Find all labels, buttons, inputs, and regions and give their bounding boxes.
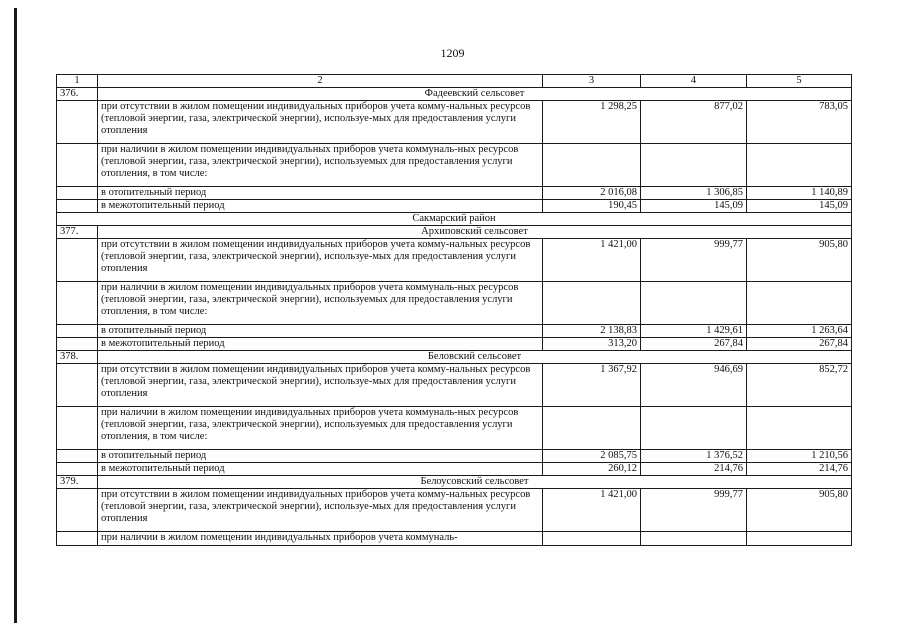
table-row [57, 282, 852, 325]
empty-cell [747, 282, 852, 325]
table-row [57, 463, 852, 476]
district-row [57, 213, 852, 226]
value-col3: 260,12 [543, 463, 641, 476]
settlement-row [57, 351, 852, 364]
value-col4: 145,09 [641, 200, 747, 213]
empty-cell [57, 144, 98, 187]
table-row [57, 101, 852, 144]
value-col4: 999,77 [641, 489, 747, 532]
value-col3: 1 421,00 [543, 239, 641, 282]
value-col3: 2 085,75 [543, 450, 641, 463]
row-number: 379. [57, 476, 98, 489]
value-col4: 877,02 [641, 101, 747, 144]
empty-cell [57, 101, 98, 144]
column-header: 2 [98, 75, 543, 88]
empty-cell [641, 532, 747, 546]
value-col5: 905,80 [747, 239, 852, 282]
column-header: 4 [641, 75, 747, 88]
value-col5: 783,05 [747, 101, 852, 144]
value-col3: 1 298,25 [543, 101, 641, 144]
empty-cell [543, 282, 641, 325]
empty-cell [641, 144, 747, 187]
empty-cell [57, 187, 98, 200]
table-row [57, 450, 852, 463]
value-col3: 1 421,00 [543, 489, 641, 532]
settlement-row [57, 88, 852, 101]
value-col4: 214,76 [641, 463, 747, 476]
empty-cell [57, 489, 98, 532]
period-label: в отопительный период [98, 187, 543, 200]
value-col5: 905,80 [747, 489, 852, 532]
empty-cell [543, 144, 641, 187]
empty-cell [57, 200, 98, 213]
district-name: Сакмарский район [57, 213, 852, 226]
settlement-name: Фадеевский сельсовет [98, 88, 852, 101]
row-number: 377. [57, 226, 98, 239]
value-col3: 2 138,83 [543, 325, 641, 338]
empty-cell [641, 282, 747, 325]
value-col4: 1 429,61 [641, 325, 747, 338]
settlement-row [57, 476, 852, 489]
empty-cell [57, 239, 98, 282]
empty-cell [57, 364, 98, 407]
column-header: 1 [57, 75, 98, 88]
value-col5: 1 263,64 [747, 325, 852, 338]
value-col4: 1 306,85 [641, 187, 747, 200]
value-col4: 267,84 [641, 338, 747, 351]
value-col5: 214,76 [747, 463, 852, 476]
empty-cell [747, 532, 852, 546]
settlement-name: Беловский сельсовет [98, 351, 852, 364]
table-row [57, 532, 852, 546]
value-col3: 1 367,92 [543, 364, 641, 407]
value-col4: 946,69 [641, 364, 747, 407]
table-row [57, 187, 852, 200]
value-col3: 2 016,08 [543, 187, 641, 200]
value-col3: 190,45 [543, 200, 641, 213]
empty-cell [57, 338, 98, 351]
empty-cell [57, 532, 98, 546]
scan-edge-line [14, 8, 17, 623]
row-description: при наличии в жилом помещении индивидуальных приборов учета коммуналь-ных ресурсов (тепловой энергии, газа, электрической энергии), используемых для предоставления услуги отопления, в том числе: [98, 282, 543, 325]
row-description: при отсутствии в жилом помещении индивидуальных приборов учета комму-нальных ресурсов (тепловой энергии, газа, электрической энергии), используе-мых для предоставления услуги отопления [98, 239, 543, 282]
empty-cell [543, 407, 641, 450]
value-col5: 145,09 [747, 200, 852, 213]
table-row [57, 144, 852, 187]
table-row [57, 239, 852, 282]
table-row [57, 489, 852, 532]
value-col5: 1 210,56 [747, 450, 852, 463]
table-row [57, 407, 852, 450]
page-number: 1209 [440, 46, 465, 60]
table-row [57, 364, 852, 407]
value-col4: 1 376,52 [641, 450, 747, 463]
empty-cell [747, 407, 852, 450]
column-number-row [57, 75, 852, 88]
row-number: 376. [57, 88, 98, 101]
value-col5: 1 140,89 [747, 187, 852, 200]
settlement-row [57, 226, 852, 239]
row-description: при отсутствии в жилом помещении индивидуальных приборов учета комму-нальных ресурсов (тепловой энергии, газа, электрической энергии), используе-мых для предоставления услуги отопления [98, 364, 543, 407]
settlement-name: Белоусовский сельсовет [98, 476, 852, 489]
row-description: при отсутствии в жилом помещении индивидуальных приборов учета комму-нальных ресурсов (тепловой энергии, газа, электрической энергии), используе-мых для предоставления услуги отопления [98, 489, 543, 532]
row-description: при наличии в жилом помещении индивидуальных приборов учета коммуналь-ных ресурсов (тепловой энергии, газа, электрической энергии), используемых для предоставления услуги отопления, в том числе: [98, 144, 543, 187]
value-col5: 852,72 [747, 364, 852, 407]
row-description: при отсутствии в жилом помещении индивидуальных приборов учета комму-нальных ресурсов (тепловой энергии, газа, электрической энергии), используе-мых для предоставления услуги отопления [98, 101, 543, 144]
period-label: в межотопительный период [98, 338, 543, 351]
row-number: 378. [57, 351, 98, 364]
empty-cell [57, 463, 98, 476]
table-row [57, 325, 852, 338]
empty-cell [641, 407, 747, 450]
value-col4: 999,77 [641, 239, 747, 282]
column-header: 5 [747, 75, 852, 88]
value-col3: 313,20 [543, 338, 641, 351]
row-description: при наличии в жилом помещении индивидуальных приборов учета коммуналь-ных ресурсов (тепловой энергии, газа, электрической энергии), используемых для предоставления услуги отопления, в том числе: [98, 407, 543, 450]
value-col5: 267,84 [747, 338, 852, 351]
empty-cell [57, 325, 98, 338]
empty-cell [747, 144, 852, 187]
period-label: в межотопительный период [98, 200, 543, 213]
empty-cell [57, 407, 98, 450]
row-description: при наличии в жилом помещении индивидуальных приборов учета коммуналь- [98, 532, 543, 546]
column-header: 3 [543, 75, 641, 88]
period-label: в отопительный период [98, 450, 543, 463]
empty-cell [543, 532, 641, 546]
period-label: в отопительный период [98, 325, 543, 338]
empty-cell [57, 282, 98, 325]
empty-cell [57, 450, 98, 463]
settlement-name: Архиповский сельсовет [98, 226, 852, 239]
table-row [57, 338, 852, 351]
tariff-table [56, 74, 852, 546]
period-label: в межотопительный период [98, 463, 543, 476]
table-row [57, 200, 852, 213]
